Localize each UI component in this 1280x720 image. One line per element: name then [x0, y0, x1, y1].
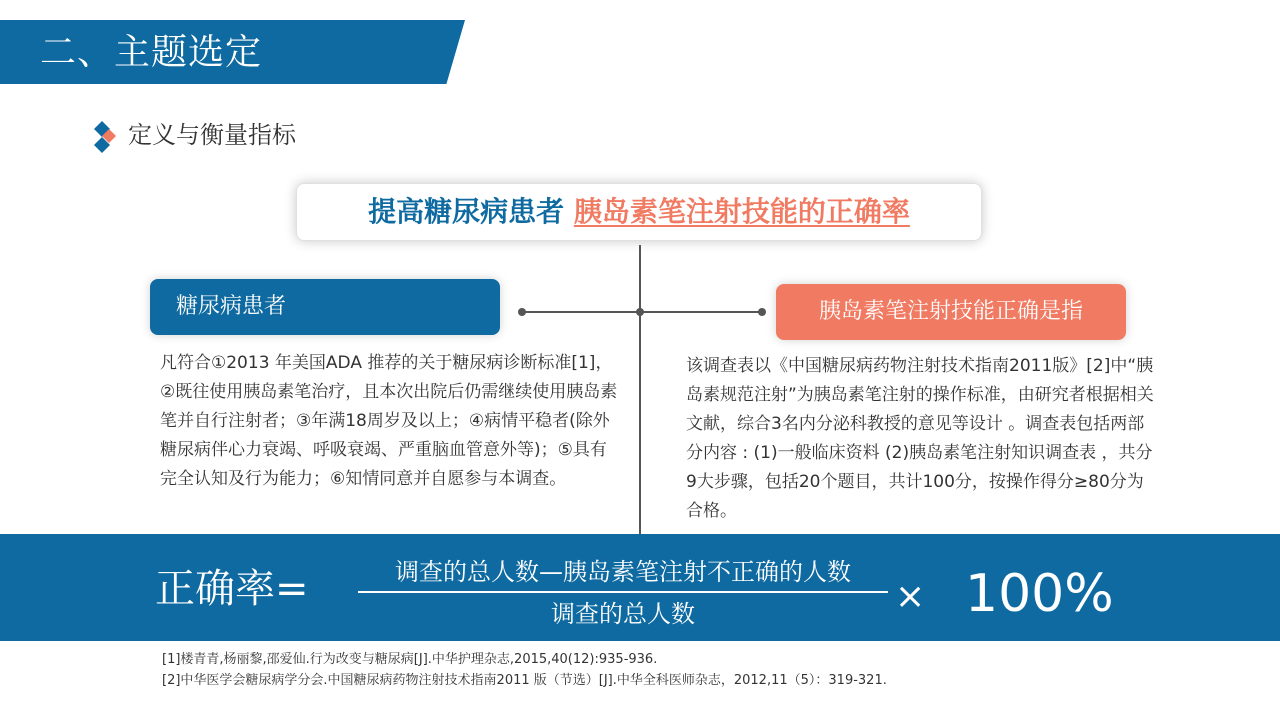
section-subtitle: 定义与衡量指标: [128, 121, 296, 149]
reference-2: [2]中华医学会糖尿病学分会.中国糖尿病药物注射技术指南2011 版（节选）[J].中华全科医师杂志，2012,11（5）：319-321.: [162, 673, 887, 688]
page-title: 二、主题选定: [40, 32, 263, 73]
label-diabetes-patients: 糖尿病患者: [150, 279, 500, 335]
multiply-sign: ×: [895, 576, 926, 617]
percent-value: 100%: [965, 564, 1114, 624]
right-description: 该调查表以《中国糖尿病药物注射技术指南2011版》[2]中“胰岛素规范注射”为胰岛素笔注射的操作标准，由研究者根据相关文献，综合3名内分泌科教授的意见等设计 。调查表包括两部分内容 : (1)一般临床资料 (2)胰岛素笔注射知识调查表 ，共分9大步骤，包括20个题目，共计100分，按操作得分≥80分为合格。: [686, 356, 1154, 521]
connector-dot-center: [636, 308, 644, 316]
connector-dot-left: [518, 308, 526, 316]
topic-title-box: [296, 183, 982, 241]
topic-title-part1: 提高糖尿病患者: [368, 195, 565, 228]
formula-denominator: 调查的总人数: [551, 600, 695, 628]
left-description: 凡符合①2013 年美国ADA 推荐的关于糖尿病诊断标准[1]，②既往使用胰岛素笔治疗，且本次出院后仍需继续使用胰岛素笔并自行注射者；③年满18周岁及以上；④病情平稳者(除外糖尿病伴心力衰竭、呼吸衰竭、严重脑血管意外等)；⑤具有完全认知及行为能力；⑥知情同意并自愿参与本调查。: [160, 353, 618, 489]
formula-numerator: 调查的总人数—胰岛素笔注射不正确的人数: [395, 558, 851, 586]
formula-label: 正确率=: [155, 566, 309, 612]
topic-title-part2: 胰岛素笔注射技能的正确率: [573, 195, 910, 228]
fraction-line: [358, 591, 888, 593]
reference-1: [1]楼青青,杨丽黎,邵爱仙.行为改变与糖尿病[J].中华护理杂志,2015,40(12):935-936.: [162, 652, 658, 667]
label-injection-skill: 胰岛素笔注射技能正确是指: [776, 284, 1126, 340]
vertical-connector: [639, 245, 641, 535]
diamond-bullet-icon: [92, 120, 118, 154]
connector-dot-right: [758, 308, 766, 316]
